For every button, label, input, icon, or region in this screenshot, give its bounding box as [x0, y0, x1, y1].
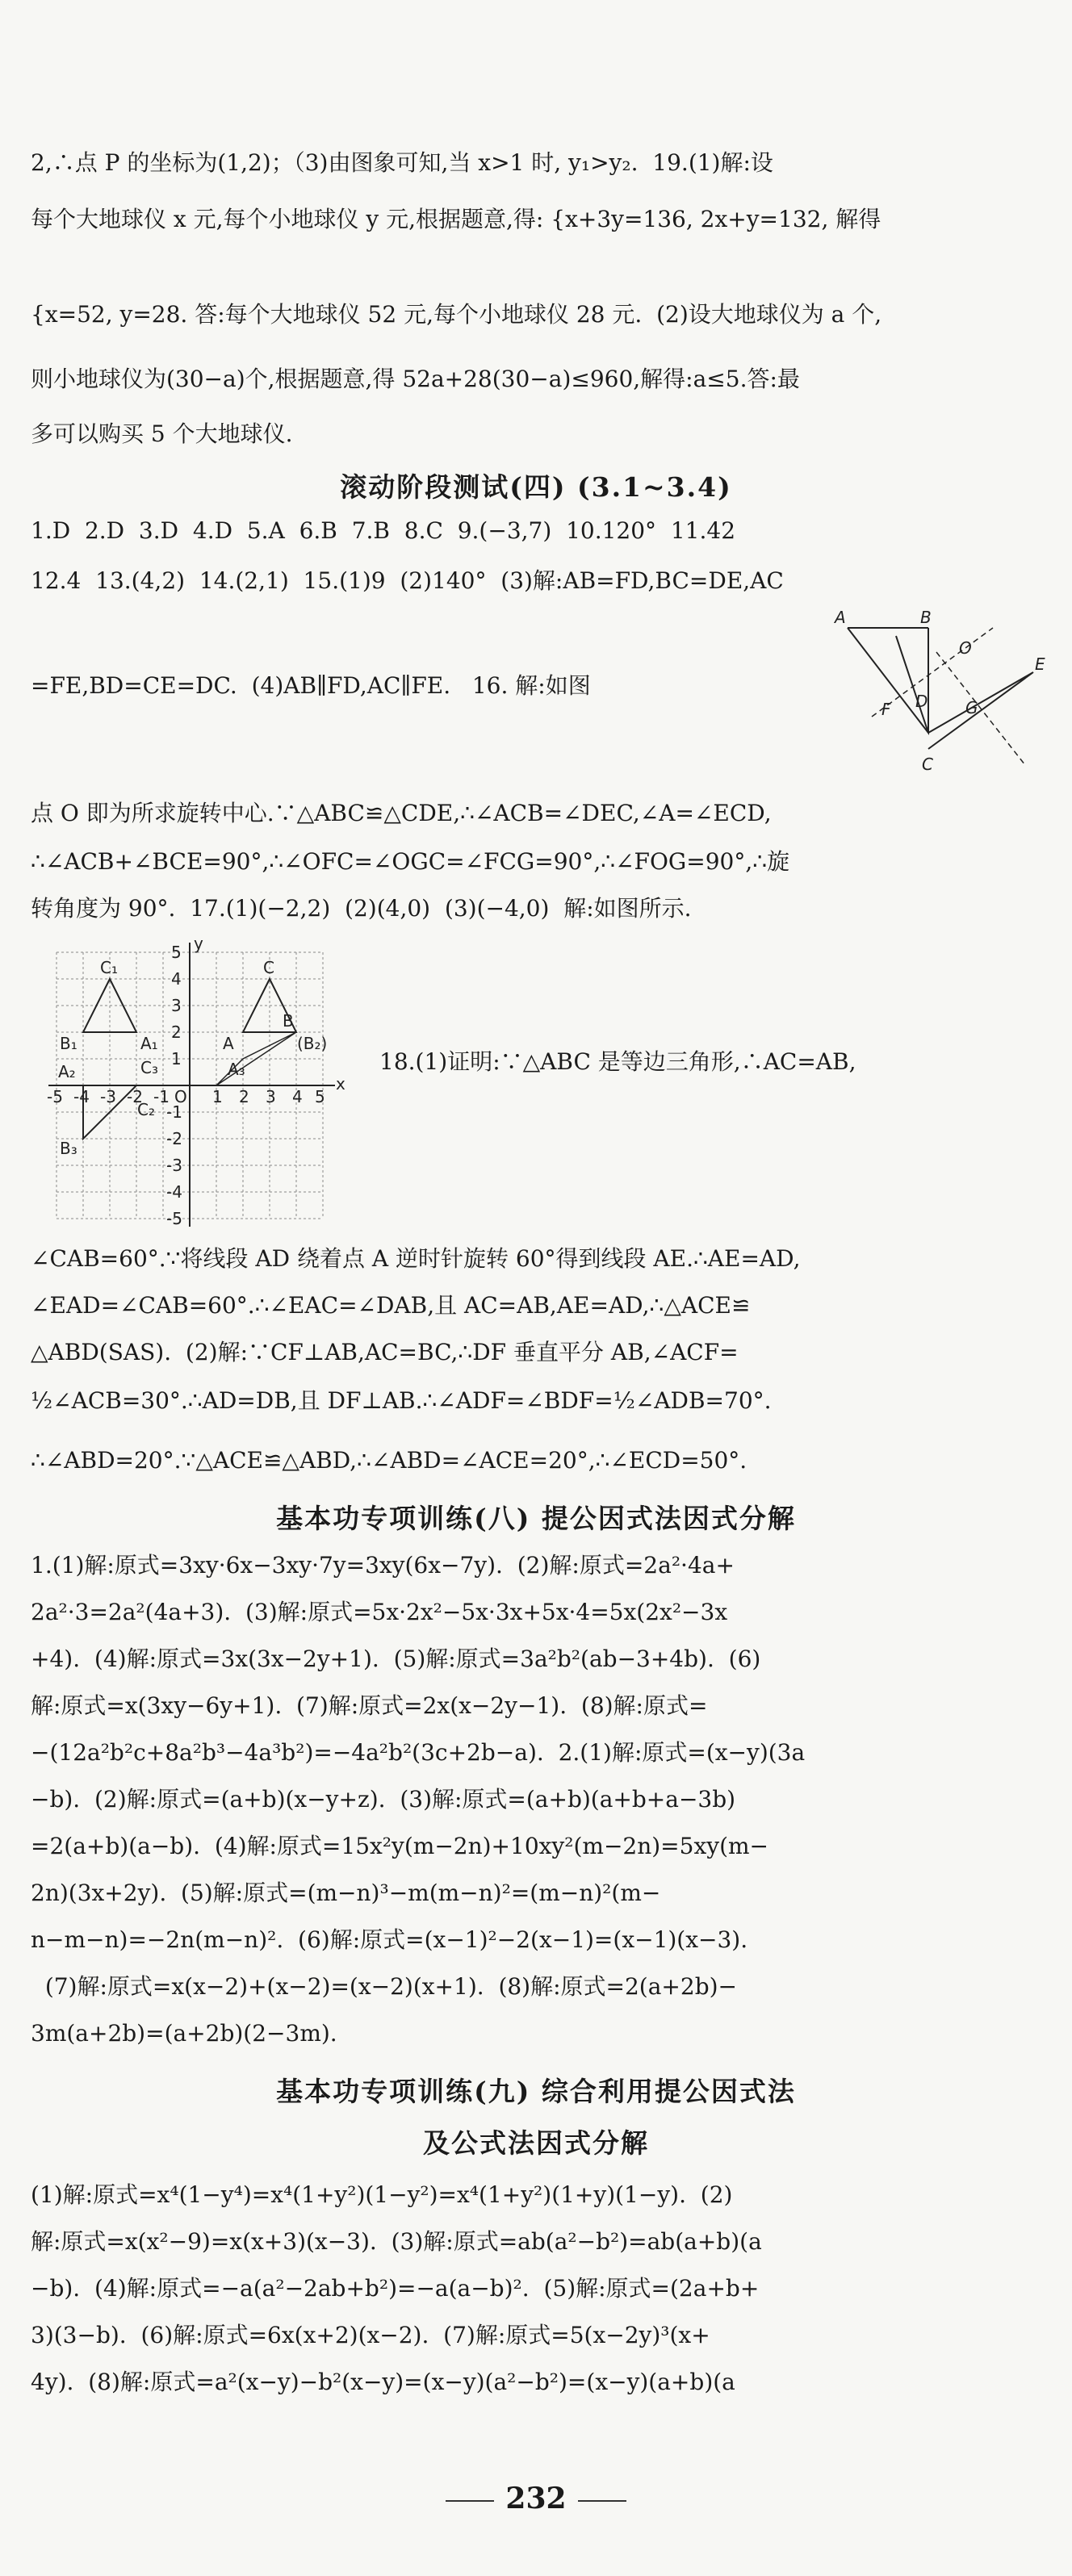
- text-line: 2n)(3x+2y). (5)解:原式=(m−n)³−m(m−n)²=(m−n)²(m−: [31, 1880, 661, 1906]
- x-tick-label: -5: [47, 1087, 63, 1106]
- fig16-label: D: [915, 692, 928, 711]
- page-number: [0, 2482, 1072, 2515]
- text-line: 每个大地球仪 x 元,每个小地球仪 y 元,根据题意,得: {x+3y=136, 2x+y=132, 解得: [31, 206, 881, 232]
- text-line: 解:原式=x(x²−9)=x(x+3)(x−3). (3)解:原式=ab(a²−b²)=ab(a+b)(a: [31, 2228, 762, 2255]
- text-line: 3)(3−b). (6)解:原式=6x(x+2)(x−2). (7)解:原式=5(x−2y)³(x+: [31, 2322, 710, 2348]
- point-label: A₃: [228, 1060, 245, 1079]
- section-heading: 基本功专项训练(八) 提公因式法因式分解: [276, 1503, 796, 1534]
- fig16-label: B: [920, 608, 932, 627]
- text-line: 2,∴点 P 的坐标为(1,2)；（3)由图象可知,当 x>1 时, y₁>y₂. 19.(1)解:设: [31, 149, 773, 176]
- fig16-label: A: [835, 608, 846, 627]
- point-label: C₃: [140, 1058, 158, 1077]
- y-axis-label: y: [194, 936, 203, 953]
- point-label: A₁: [140, 1034, 158, 1053]
- text-line: 12.4 13.(4,2) 14.(2,1) 15.(1)9 (2)140° (3)解:AB=FD,BC=DE,AC: [31, 567, 784, 594]
- y-tick-label: -3: [166, 1156, 182, 1175]
- text-line: 点 O 即为所求旋转中心.∵△ABC≌△CDE,∴∠ACB=∠DEC,∠A=∠ECD,: [31, 800, 772, 826]
- text-line: ½∠ACB=30°.∴AD=DB,且 DF⊥AB.∴∠ADF=∠BDF=½∠ADB=70°.: [31, 1387, 772, 1414]
- figure-16: [815, 604, 1057, 789]
- section-heading: 滚动阶段测试(四) (3.1~3.4): [340, 471, 732, 503]
- x-tick-label: O: [174, 1087, 187, 1106]
- text-line: ∠CAB=60°.∵将线段 AD 绕着点 A 逆时针旋转 60°得到线段 AE.∴AE=AD,: [31, 1245, 801, 1272]
- text-line: (7)解:原式=x(x−2)+(x−2)=(x−2)(x+1). (8)解:原式=2(a+2b)−: [31, 1973, 738, 2000]
- text-line: (1)解:原式=x⁴(1−y⁴)=x⁴(1+y²)(1−y²)=x⁴(1+y²)(1+y)(1−y). (2): [31, 2181, 733, 2208]
- text-line: +4). (4)解:原式=3x(3x−2y+1). (5)解:原式=3a²b²(ab−3+4b). (6): [31, 1646, 761, 1672]
- text-line: =2(a+b)(a−b). (4)解:原式=15x²y(m−2n)+10xy²(m−2n)=5xy(m−: [31, 1833, 769, 1859]
- point-label: C₂: [137, 1100, 155, 1119]
- text-line: 2a²·3=2a²(4a+3). (3)解:原式=5x·2x²−5x·3x+5x·4=5x(2x²−3x: [31, 1599, 728, 1625]
- text-line: −b). (2)解:原式=(a+b)(x−y+z). (3)解:原式=(a+b)(a+b+a−3b): [31, 1786, 736, 1813]
- text-line: 转角度为 90°. 17.(1)(−2,2) (2)(4,0) (3)(−4,0) 解:如图所示.: [31, 895, 692, 922]
- x-tick-label: 1: [212, 1087, 223, 1106]
- point-label: A₂: [58, 1062, 76, 1081]
- y-tick-label: 5: [171, 943, 182, 962]
- text-line: =FE,BD=CE=DC. (4)AB∥FD,AC∥FE. 16. 解:如图: [31, 672, 591, 699]
- point-label: C₁: [100, 958, 118, 977]
- y-tick-label: 3: [171, 996, 182, 1015]
- point-label: (B₂): [297, 1034, 328, 1053]
- x-tick-label: -1: [153, 1087, 170, 1106]
- text-line: ∴∠ABD=20°.∵△ACE≌△ABD,∴∠ABD=∠ACE=20°,∴∠ECD=50°.: [31, 1447, 747, 1474]
- point-label: B: [283, 1011, 294, 1031]
- point-label: B₃: [60, 1139, 77, 1158]
- y-tick-label: -4: [166, 1182, 182, 1202]
- y-tick-label: -5: [166, 1209, 182, 1228]
- fig16-label: O: [959, 638, 972, 658]
- x-tick-label: 4: [292, 1087, 303, 1106]
- y-tick-label: 4: [171, 969, 182, 989]
- figure-17-grid: [40, 936, 347, 1235]
- text-line: n−m−n)=−2n(m−n)². (6)解:原式=(x−1)²−2(x−1)=(x−1)(x−3).: [31, 1926, 748, 1953]
- text-line: 多可以购买 5 个大地球仪.: [31, 420, 293, 447]
- x-tick-label: 5: [315, 1087, 325, 1106]
- fig16-label: C: [922, 755, 933, 774]
- section-heading: 基本功专项训练(九) 综合利用提公因式法: [276, 2076, 796, 2107]
- point-label: A: [223, 1034, 234, 1053]
- text-line: −b). (4)解:原式=−a(a²−2ab+b²)=−a(a−b)². (5)解:原式=(2a+b+: [31, 2275, 760, 2302]
- text-line: {x=52, y=28. 答:每个大地球仪 52 元,每个小地球仪 28 元. (2)设大地球仪为 a 个,: [31, 301, 882, 328]
- x-tick-label: -2: [127, 1087, 143, 1106]
- x-tick-label: 3: [266, 1087, 276, 1106]
- text-line: 解:原式=x(3xy−6y+1). (7)解:原式=2x(x−2y−1). (8)解:原式=: [31, 1692, 708, 1719]
- fig16-label: G: [965, 698, 978, 717]
- x-tick-label: -4: [73, 1087, 90, 1106]
- x-axis-label: x: [336, 1074, 345, 1094]
- text-line: 4y). (8)解:原式=a²(x−y)−b²(x−y)=(x−y)(a²−b²)=(x−y)(a+b)(a: [31, 2369, 735, 2395]
- page-number-text: 232: [505, 2482, 567, 2515]
- point-label: B₁: [60, 1034, 77, 1053]
- text-line: 1.(1)解:原式=3xy·6x−3xy·7y=3xy(6x−7y). (2)解:原式=2a²·4a+: [31, 1552, 735, 1579]
- y-tick-label: 1: [171, 1049, 182, 1068]
- text-line: 3m(a+2b)=(a+2b)(2−3m).: [31, 2020, 337, 2047]
- y-tick-label: -1: [166, 1102, 182, 1122]
- x-tick-label: 2: [239, 1087, 249, 1106]
- text-line: −(12a²b²c+8a²b³−4a³b²)=−4a²b²(3c+2b−a). 2.(1)解:原式=(x−y)(3a: [31, 1739, 806, 1766]
- fig16-label: F: [881, 700, 891, 719]
- text-line: 1.D 2.D 3.D 4.D 5.A 6.B 7.B 8.C 9.(−3,7) 10.120° 11.42: [31, 517, 736, 544]
- y-tick-label: -2: [166, 1129, 182, 1148]
- fig16-label: E: [1035, 654, 1045, 674]
- x-tick-label: -3: [100, 1087, 116, 1106]
- text-line: 18.(1)证明:∵△ABC 是等边三角形,∴AC=AB,: [379, 1048, 856, 1075]
- text-line: △ABD(SAS). (2)解:∵CF⊥AB,AC=BC,∴DF 垂直平分 AB,∠ACF=: [31, 1339, 739, 1365]
- text-line: ∠EAD=∠CAB=60°.∴∠EAC=∠DAB,且 AC=AB,AE=AD,∴△ACE≌: [31, 1292, 751, 1319]
- point-label: C: [263, 958, 274, 977]
- text-line: ∴∠ACB+∠BCE=90°,∴∠OFC=∠OGC=∠FCG=90°,∴∠FOG=90°,∴旋: [31, 848, 790, 875]
- section-heading: 及公式法因式分解: [423, 2127, 649, 2159]
- y-tick-label: 2: [171, 1022, 182, 1042]
- text-line: 则小地球仪为(30−a)个,根据题意,得 52a+28(30−a)≤960,解得:a≤5.答:最: [31, 366, 800, 392]
